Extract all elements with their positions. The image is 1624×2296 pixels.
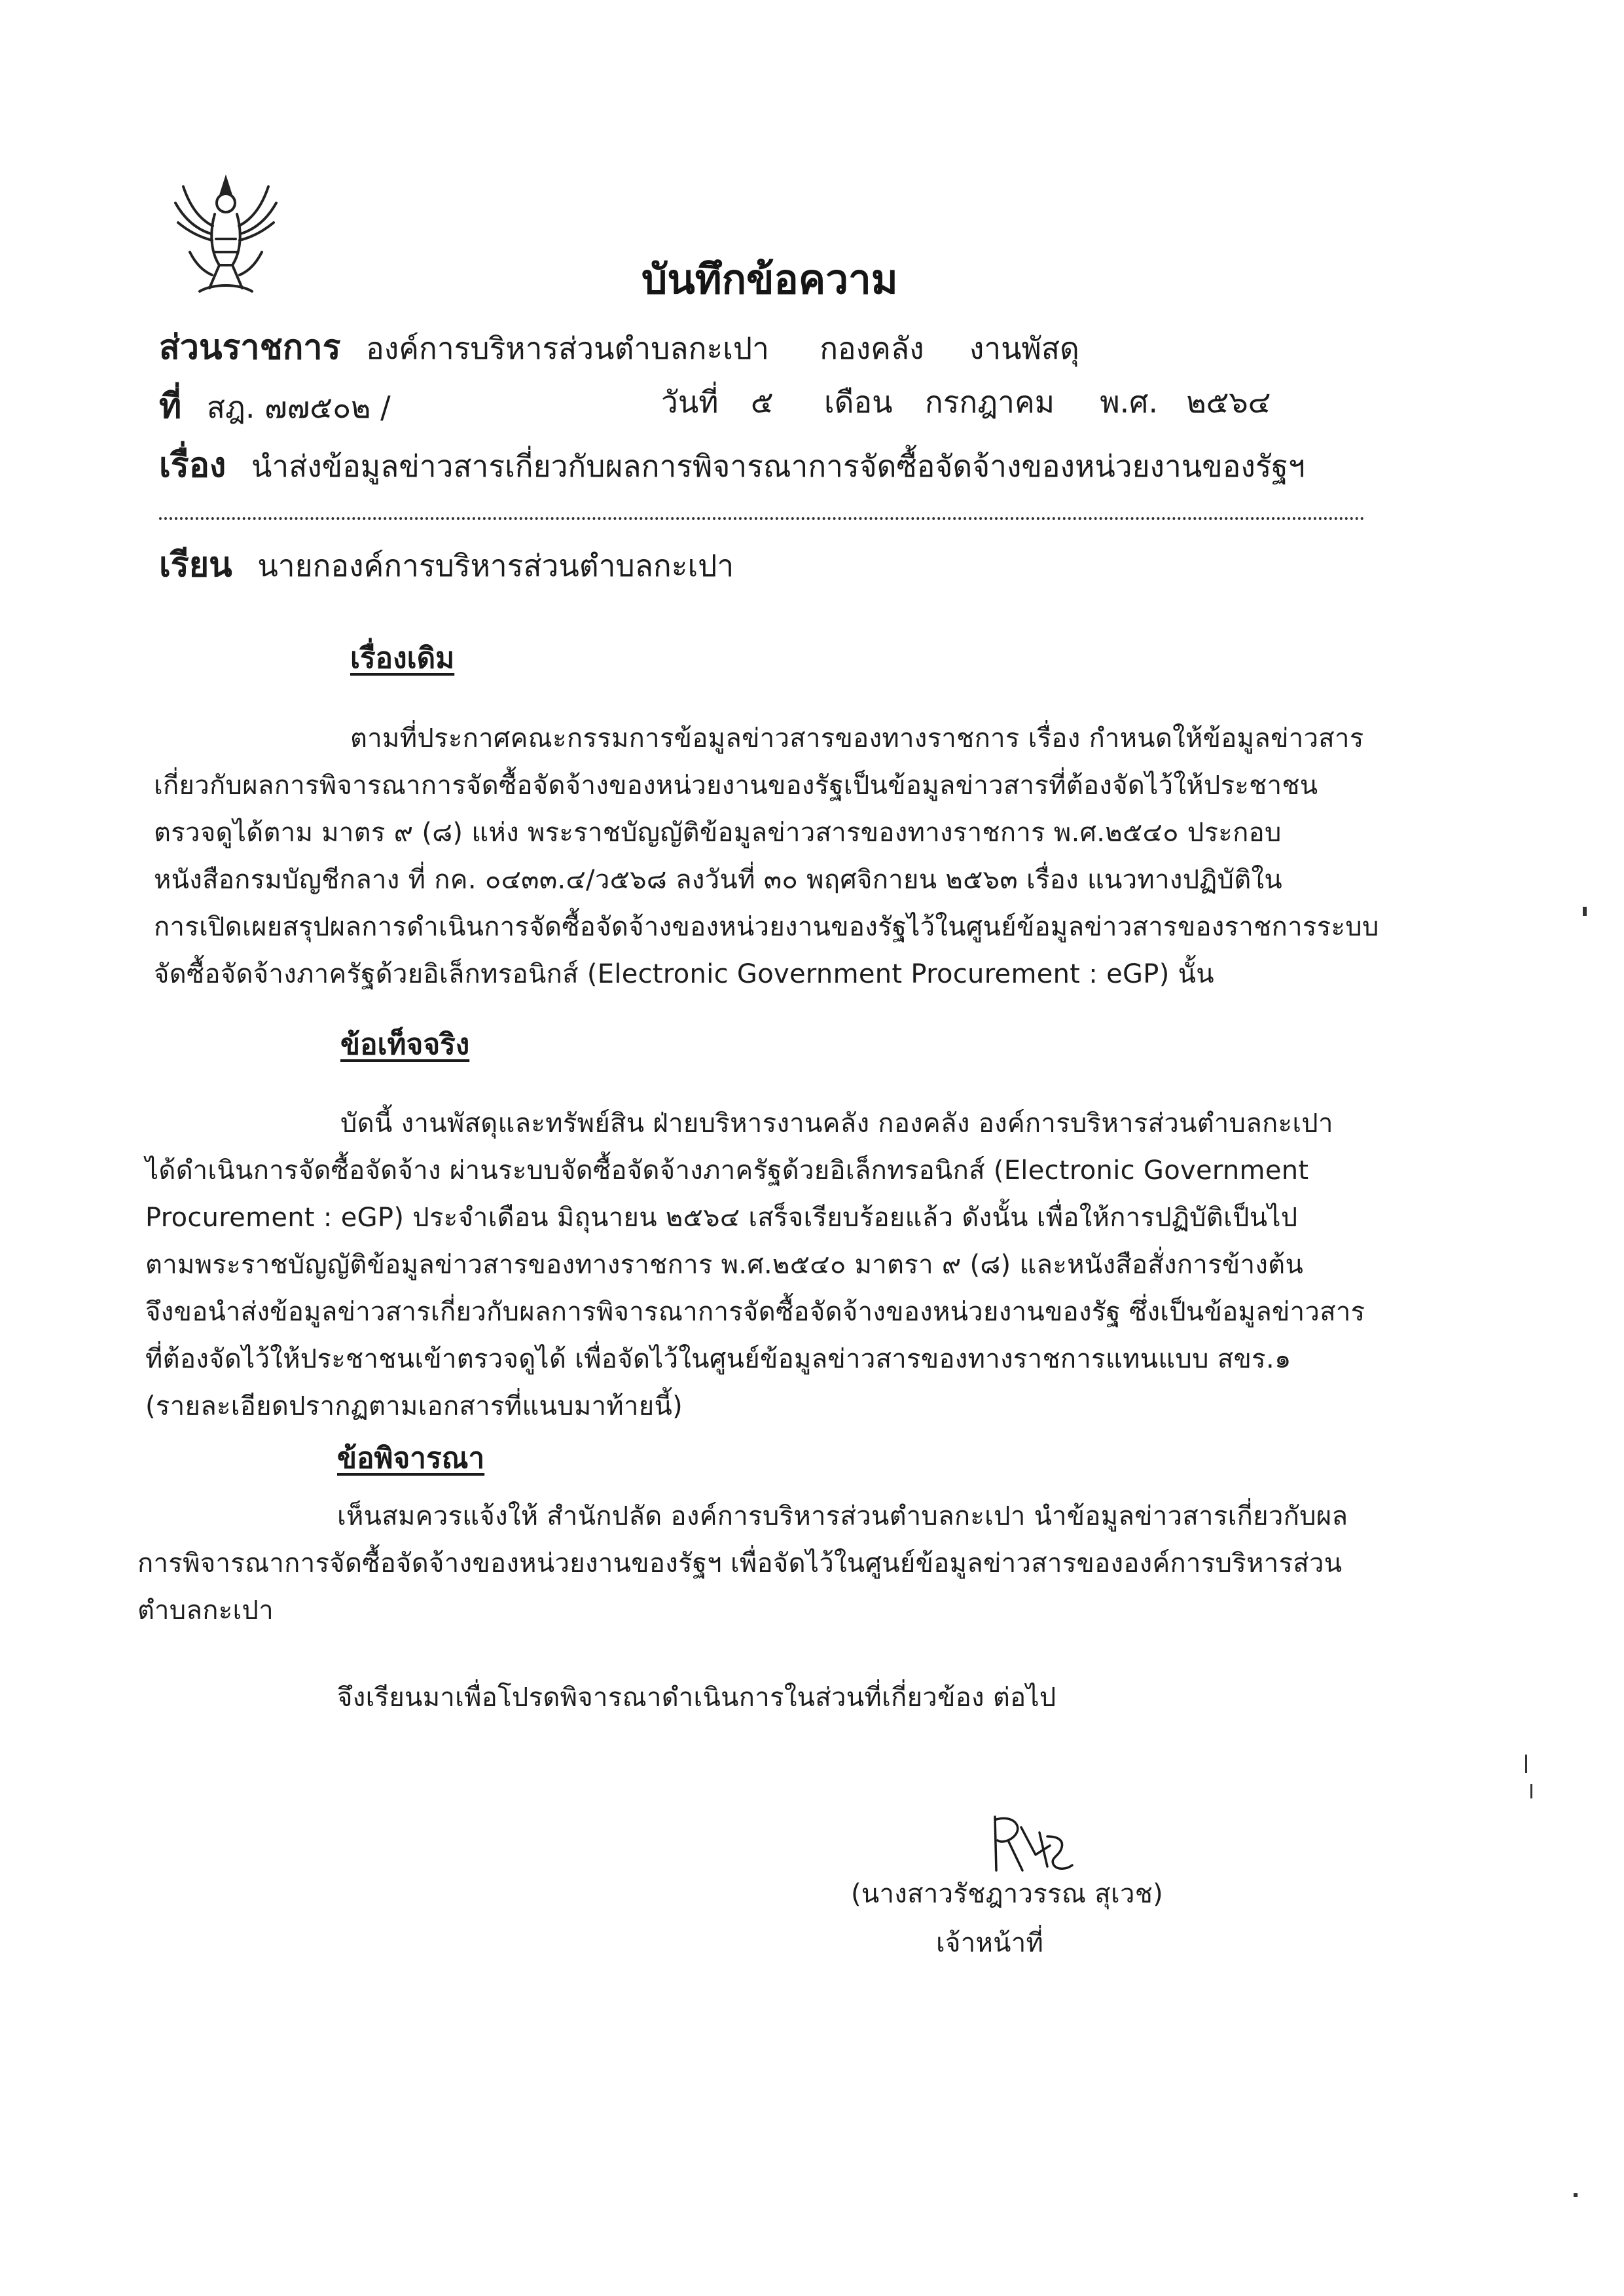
handwritten-signature [982, 1810, 1080, 1882]
date-day: ๕ [750, 384, 774, 420]
facts-line: (รายละเอียดปรากฏตามเอกสารที่แนบมาท้ายนี้) [145, 1391, 683, 1421]
subject-label: เรื่อง [159, 446, 226, 485]
garuda-emblem-icon [164, 167, 288, 301]
signer-name: (นางสาวรัชฎาวรรณ สุเวช) [851, 1879, 1164, 1909]
section-value: งานพัสดุ [969, 331, 1079, 366]
recipient-label: เรียน [159, 545, 232, 585]
background-line: ตรวจดูได้ตาม มาตร ๙ (๘) แห่ง พระราชบัญญัติข้อมูลข่าวสารของทางราชการ พ.ศ.๒๕๔๐ ประกอบ [154, 818, 1282, 848]
subject-row [159, 437, 1305, 492]
closing-statement: จึงเรียนมาเพื่อโปรดพิจารณาดำเนินการในส่วนที่เกี่ยวข้อง ต่อไป [337, 1683, 1056, 1713]
considerations-line: ตำบลกะเปา [137, 1595, 274, 1626]
facts-line: บัดนี้ งานพัสดุและทรัพย์สิน ฝ่ายบริหารงานคลัง กองคลัง องค์การบริหารส่วนตำบลกะเปา [340, 1108, 1333, 1139]
date-row [661, 378, 1271, 426]
background-line: จัดซื้อจัดจ้างภาครัฐด้วยอิเล็กทรอนิกส์ (Electronic Government Procurement : eGP) นั้น [154, 959, 1214, 989]
reference-value: สฎ. ๗๗๕๐๒ / [206, 390, 391, 425]
date-day-label: วันที่ [661, 384, 719, 420]
scan-speck [1574, 2193, 1578, 2197]
scan-speck [1525, 1755, 1527, 1773]
signer-position: เจ้าหน้าที่ [936, 1928, 1044, 1958]
date-year-label: พ.ศ. [1100, 384, 1159, 420]
reference-number-row [159, 378, 391, 433]
recipient-row [159, 537, 734, 591]
scan-speck [1583, 907, 1587, 916]
recipient-value: นายกองค์การบริหารส่วนตำบลกะเปา [257, 548, 734, 583]
background-line: หนังสือกรมบัญชีกลาง ที่ กค. ๐๔๓๓.๔/ว๕๖๘ ลงวันที่ ๓๐ พฤศจิกายน ๒๕๖๓ เรื่อง แนวทางปฏิบัติใน [154, 865, 1282, 895]
agency-row [159, 319, 1079, 374]
background-heading: เรื่องเดิม [350, 642, 455, 675]
agency-value: องค์การบริหารส่วนตำบลกะเปา [366, 331, 769, 366]
date-month: กรกฎาคม [924, 384, 1055, 420]
facts-line: Procurement : eGP) ประจำเดือน มิถุนายน ๒๕๖๔ เสร็จเรียบร้อยแล้ว ดังนั้น เพื่อให้การปฏิบัติเป็นไป [145, 1203, 1298, 1233]
agency-label: ส่วนราชการ [159, 328, 341, 367]
facts-line: ตามพระราชบัญญัติข้อมูลข่าวสารของทางราชการ พ.ศ.๒๕๔๐ มาตรา ๙ (๘) และหนังสือสั่งการข้างต้น [145, 1250, 1304, 1280]
facts-line: จึงขอนำส่งข้อมูลข่าวสารเกี่ยวกับผลการพิจารณาการจัดซื้อจัดจ้างของหน่วยงานของรัฐ ซึ่งเป็นข้อมูลข่าวสาร [145, 1297, 1365, 1327]
considerations-line: การพิจารณาการจัดซื้อจัดจ้างของหน่วยงานของรัฐฯ เพื่อจัดไว้ในศูนย์ข้อมูลข่าวสารขององค์การบริหารส่วน [137, 1548, 1343, 1578]
background-line: ตามที่ประกาศคณะกรรมการข้อมูลข่าวสารของทางราชการ เรื่อง กำหนดให้ข้อมูลข่าวสาร [350, 723, 1364, 754]
subject-value: นำส่งข้อมูลข่าวสารเกี่ยวกับผลการพิจารณาการจัดซื้อจัดจ้างของหน่วยงานของรัฐฯ [251, 448, 1305, 484]
facts-heading: ข้อเท็จจริง [340, 1028, 470, 1061]
considerations-line: เห็นสมควรแจ้งให้ สำนักปลัด องค์การบริหารส่วนตำบลกะเปา นำข้อมูลข่าวสารเกี่ยวกับผล [337, 1501, 1348, 1531]
background-line: เกี่ยวกับผลการพิจารณาการจัดซื้อจัดจ้างของหน่วยงานของรัฐเป็นข้อมูลข่าวสารที่ต้องจัดไว้ให้ประชาชน [154, 771, 1318, 801]
date-month-label: เดือน [823, 384, 893, 420]
scan-speck [1530, 1784, 1532, 1798]
reference-label: ที่ [159, 387, 182, 426]
document-title: บันทึกข้อความ [641, 255, 898, 303]
facts-line: ที่ต้องจัดไว้ให้ประชาชนเข้าตรวจดูได้ เพื่อจัดไว้ในศูนย์ข้อมูลข่าวสารของทางราชการแทนแบบ สขร.๑ [145, 1344, 1291, 1374]
background-line: การเปิดเผยสรุปผลการดำเนินการจัดซื้อจัดจ้างของหน่วยงานของรัฐไว้ในศูนย์ข้อมูลข่าวสารของราชการระบบ [154, 912, 1379, 942]
date-year: ๒๕๖๔ [1186, 384, 1271, 420]
considerations-heading: ข้อพิจารณา [337, 1442, 485, 1475]
facts-line: ได้ดำเนินการจัดซื้อจัดจ้าง ผ่านระบบจัดซื้อจัดจ้างภาครัฐด้วยอิเล็กทรอนิกส์ (Electronic Government [145, 1156, 1309, 1186]
division-value: กองคลัง [820, 331, 924, 366]
header-divider [159, 517, 1365, 520]
